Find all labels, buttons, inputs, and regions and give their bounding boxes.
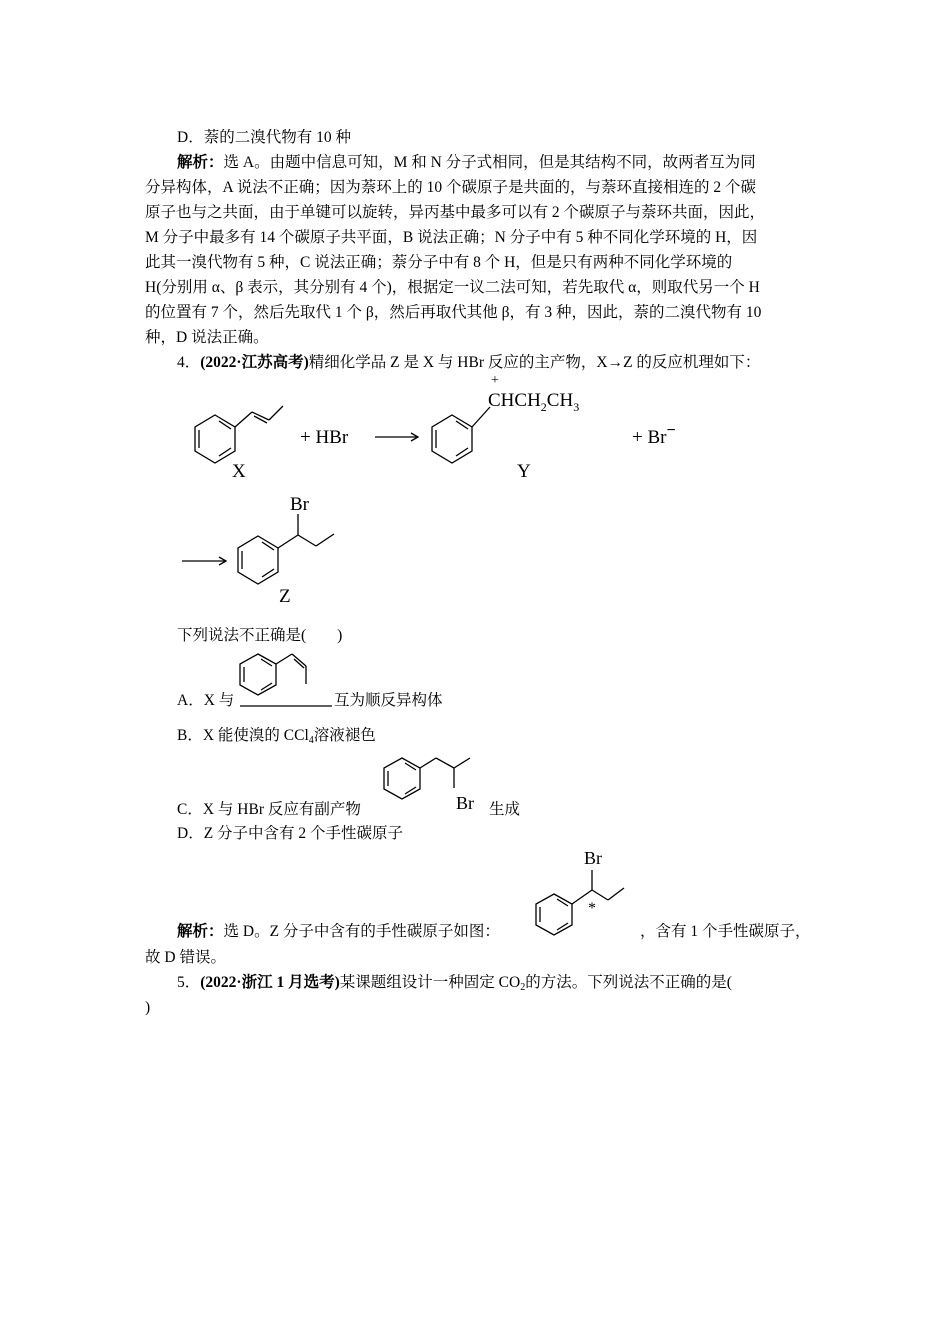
plus-br: + Br− <box>632 422 676 448</box>
option-c-structure <box>376 748 488 818</box>
q3-option-d: D．萘的二溴代物有 10 种 <box>177 129 351 146</box>
chiral-star: * <box>588 900 596 917</box>
q3-analysis-line-1: 解析：选 A。由题中信息可知，M 和 N 分子式相同，但是其结构不同，故两者互为同 <box>177 154 756 171</box>
q4-option-a-post: 互为顺反异构体 <box>334 692 443 709</box>
q4-option-d: D．Z 分子中含有 2 个手性碳原子 <box>177 825 404 842</box>
q4-option-a-pre: A．X 与 <box>177 692 235 709</box>
q4-source: (2022·江苏高考) <box>200 354 309 371</box>
q3-analysis-line-5: 此其一溴代物有 5 种，C 说法正确；萘分子中有 8 个 H，但是只有两种不同化学环境的 <box>145 254 733 271</box>
q5-source: (2022·浙江 1 月选考) <box>200 974 340 991</box>
q3-analysis-line-7: 的位置有 7 个，然后先取代 1 个 β，然后再取代其他 β，有 3 种，因此，萘的二溴代物有 10 <box>145 304 762 321</box>
option-c-br: Br <box>456 793 474 813</box>
reaction-arrow-1 <box>375 433 418 441</box>
reaction-scheme <box>0 370 950 610</box>
chiral-br: Br <box>584 848 602 868</box>
q3-analysis-line-6: H(分别用 α、β 表示，其分别有 4 个)，根据定一议二法可知，若先取代 α，则取代另一个 H <box>145 279 760 296</box>
q3-analysis-line-8: 种，D 说法正确。 <box>145 329 269 346</box>
y-formula: $CHCH_2CH_3$ <box>488 390 580 414</box>
q4-option-c-post: 生成 <box>489 801 521 818</box>
q4-question: 下列说法不正确是( ) <box>177 627 343 644</box>
option-a-structure <box>236 648 336 710</box>
cation-plus: + <box>491 373 499 388</box>
plus-hbr: + HBr <box>300 427 349 448</box>
label-z: Z <box>279 586 291 607</box>
reaction-arrow-2 <box>182 557 226 565</box>
chiral-structure <box>528 842 638 942</box>
analysis-label: 解析： <box>177 923 224 940</box>
z-br: Br <box>290 494 309 515</box>
q4-analysis-pre: 解析：选 D。Z 分子中含有的手性碳原子如图： <box>177 923 500 940</box>
q4-analysis-line-2: 故 D 错误。 <box>145 949 226 966</box>
label-y: Y <box>517 461 531 482</box>
q3-analysis-line-2: 分异构体，A 说法不正确；因为萘环上的 10 个碳原子是共面的，与萘环直接相连的 2 个碳 <box>145 179 756 196</box>
molecule-z <box>238 494 334 607</box>
molecule-y <box>432 373 579 482</box>
q4-analysis-post: ，含有 1 个手性碳原子， <box>640 923 811 940</box>
label-x: X <box>232 461 246 482</box>
q3-analysis-line-3: 原子也与之共面，由于单键可以旋转，异丙基中最多可以有 2 个碳原子与萘环共面，因此， <box>145 204 766 221</box>
analysis-label: 解析： <box>177 154 224 171</box>
q4-option-c-pre: C．X 与 HBr 反应有副产物 <box>177 801 361 818</box>
q5-line-2: ) <box>145 999 151 1016</box>
q4-option-b: B．X 能使溴的 CCl$_4$溶液褪色 <box>177 727 376 746</box>
molecule-x <box>195 406 283 482</box>
q4-stem: 4．(2022·江苏高考)精细化学品 Z 是 X 与 HBr 反应的主产物，X→Z 的反应机理如下： <box>177 354 761 371</box>
q5-stem: 5．(2022·浙江 1 月选考)某课题组设计一种固定 $CO_2$的方法。下列说法不正确的是( <box>177 974 732 993</box>
q3-analysis-line-4: M 分子中最多有 14 个碳原子共平面，B 说法正确；N 分子中有 5 种不同化学环境的 H，因 <box>145 229 758 246</box>
